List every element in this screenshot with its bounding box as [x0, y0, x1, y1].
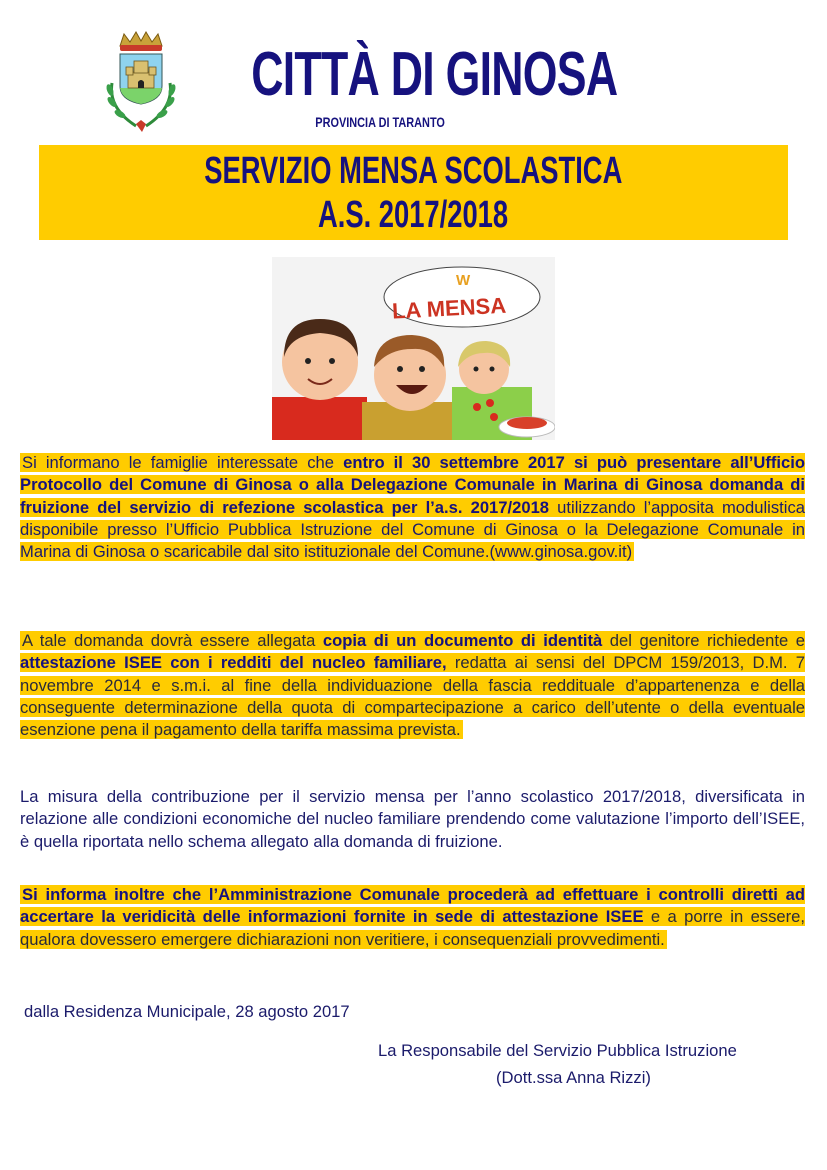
signature-name: (Dott.ssa Anna Rizzi) — [496, 1068, 651, 1087]
p1-text-2: utilizzando l’apposita modulistica disponibile presso l’Ufficio Pubblica Istruzione del Comune di Ginosa o la Delegazione Comunale in Marina di Ginosa o scaricabile dal sito istituzionale del Comune.(www.ginosa.gov.it) — [20, 497, 805, 562]
signature-role: La Responsabile del Servizio Pubblica Istruzione — [378, 1041, 737, 1060]
p4-bold-controls: Si informa inoltre che l’Amministrazione Comunale procederà ad effettuare i controlli diretti ad accertare la veridicità delle informazioni fornite in sede di attestazione ISEE — [20, 885, 805, 927]
bubble-text-w: W — [456, 272, 471, 289]
title-banner — [39, 145, 788, 240]
p3-text-1: La misura della contribuzione per il servizio mensa per l’anno scolastico 2017/2018, diversificata in relazione alle condizioni economiche del nucleo familiare prendendo come valutazione l’importo dell’ISEE, è quella riportata nello schema allegato alla domanda di fruizione. — [20, 787, 805, 851]
p2-bold-isee: attestazione ISEE con i redditi del nucleo familiare, — [20, 653, 447, 673]
p2-text-2: del genitore richiedente e — [602, 631, 805, 650]
paragraph-contribution-info — [20, 786, 805, 853]
issue-date: dalla Residenza Municipale, 28 agosto 2017 — [24, 1002, 350, 1021]
paragraph-required-documents — [20, 630, 805, 741]
bubble-text-la-mensa: LA MENSA — [391, 292, 507, 324]
paragraph-controls-notice — [20, 884, 805, 951]
municipal-coat-of-arms-icon — [98, 28, 184, 136]
page-subtitle: PROVINCIA DI TARANTO — [315, 114, 445, 130]
p2-text-3: redatta ai sensi del DPCM 159/2013, D.M. 7 novembre 2014 e s.m.i. al fine della individuazione della fascia reddituale d’appartenenza e della conseguente determinazione della quota di compartecipazione a carico dell’utente o della eventuale esenzione pena il pagamento della tariffa massima prevista. — [20, 653, 806, 740]
p2-text-1: A tale domanda dovrà essere allegata — [22, 631, 323, 650]
banner-line-2: A.S. 2017/2018 — [318, 194, 509, 236]
banner-line-1: SERVIZIO MENSA SCOLASTICA — [204, 150, 623, 192]
p1-bold-deadline: entro il 30 settembre 2017 si può presentare all’Ufficio Protocollo del Comune di Ginosa o alla Delegazione Comunale in Marina di Ginosa domanda di fruizione del servizio di refezione scolastica per l’a.s. 2017/2018 — [20, 453, 805, 517]
canteen-illustration — [272, 257, 555, 440]
p1-text-1: Si informano le famiglie interessate che — [22, 453, 344, 472]
paragraph-application-deadline — [20, 452, 805, 563]
p2-bold-id-copy: copia di un documento di identità — [322, 631, 603, 650]
p4-text-1: e a porre in essere, qualora dovessero emergere dichiarazioni non veritiere, i consequenziali provvedimenti. — [20, 907, 805, 949]
page-title: CITTÀ DI GINOSA — [251, 40, 618, 109]
